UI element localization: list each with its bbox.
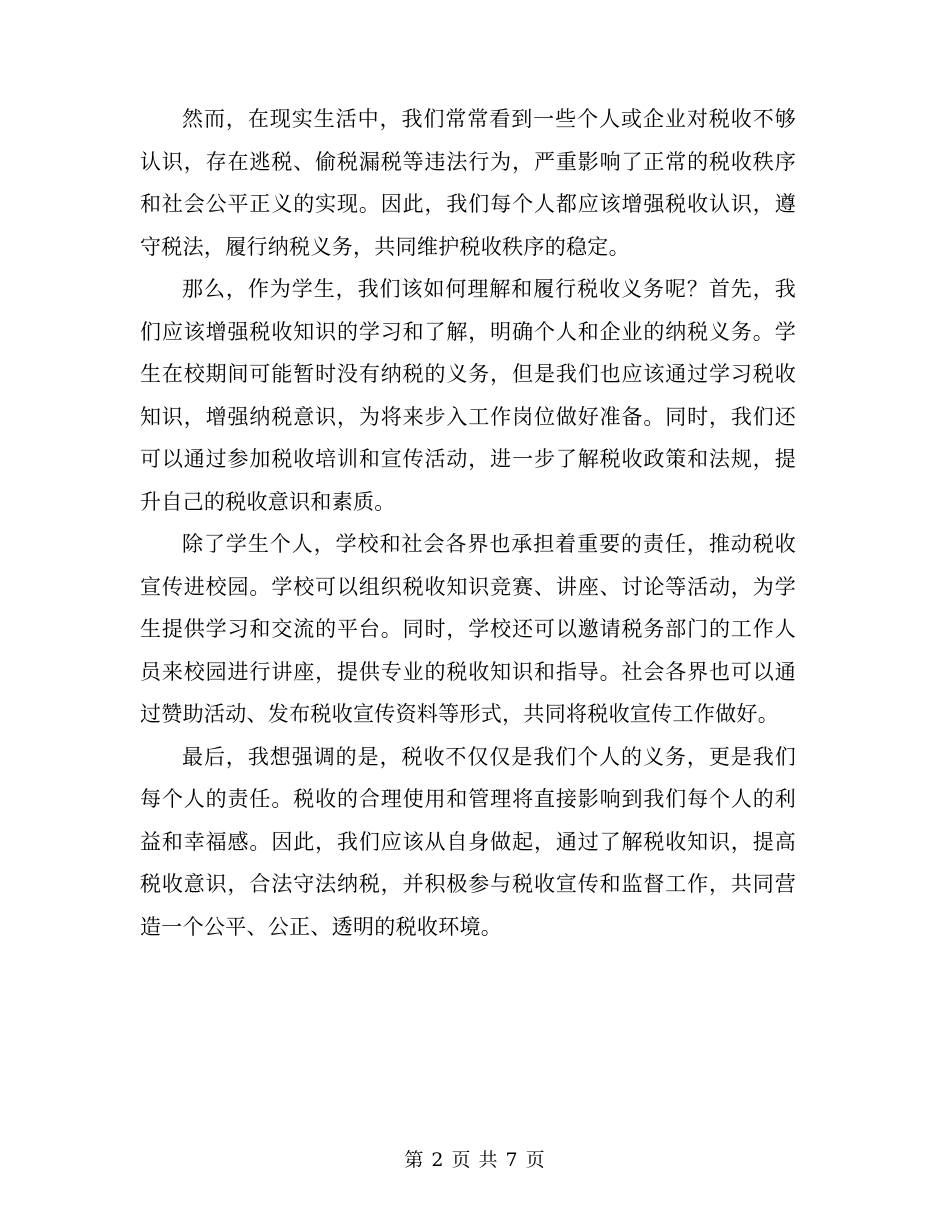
paragraph-4: 最后，我想强调的是，税收不仅仅是我们个人的义务，更是我们每个人的责任。税收的合理使用和管理将直接影响到我们每个人的利益和幸福感。因此，我们应该从自身做起，通过了解税收知识，提高税收意识，合法守法纳税，并积极参与税收宣传和监督工作，共同营造一个公平、公正、透明的税收环境。	[140, 744, 796, 939]
page-number-footer: 第 2 页 共 7 页	[404, 1149, 546, 1171]
paragraph-3: 除了学生个人，学校和社会各界也承担着重要的责任，推动税收宣传进校园。学校可以组织税收知识竞赛、讲座、讨论等活动，为学生提供学习和交流的平台。同时，学校还可以邀请税务部门的工作人员来校园进行讲座，提供专业的税收知识和指导。社会各界也可以通过赞助活动、发布税收宣传资料等形式，共同将税收宣传工作做好。	[140, 532, 796, 726]
document-body	[140, 98, 796, 948]
paragraph-2: 那么，作为学生，我们该如何理解和履行税收义务呢？首先，我们应该增强税收知识的学习和了解，明确个人和企业的纳税义务。学生在校期间可能暂时没有纳税的义务，但是我们也应该通过学习税收知识，增强纳税意识，为将来步入工作岗位做好准备。同时，我们还可以通过参加税收培训和宣传活动，进一步了解税收政策和法规，提升自己的税收意识和素质。	[140, 277, 796, 514]
paragraph-1: 然而，在现实生活中，我们常常看到一些个人或企业对税收不够认识，存在逃税、偷税漏税等违法行为，严重影响了正常的税收秩序和社会公平正义的实现。因此，我们每个人都应该增强税收认识，遵守税法，履行纳税义务，共同维护税收秩序的稳定。	[140, 107, 796, 259]
